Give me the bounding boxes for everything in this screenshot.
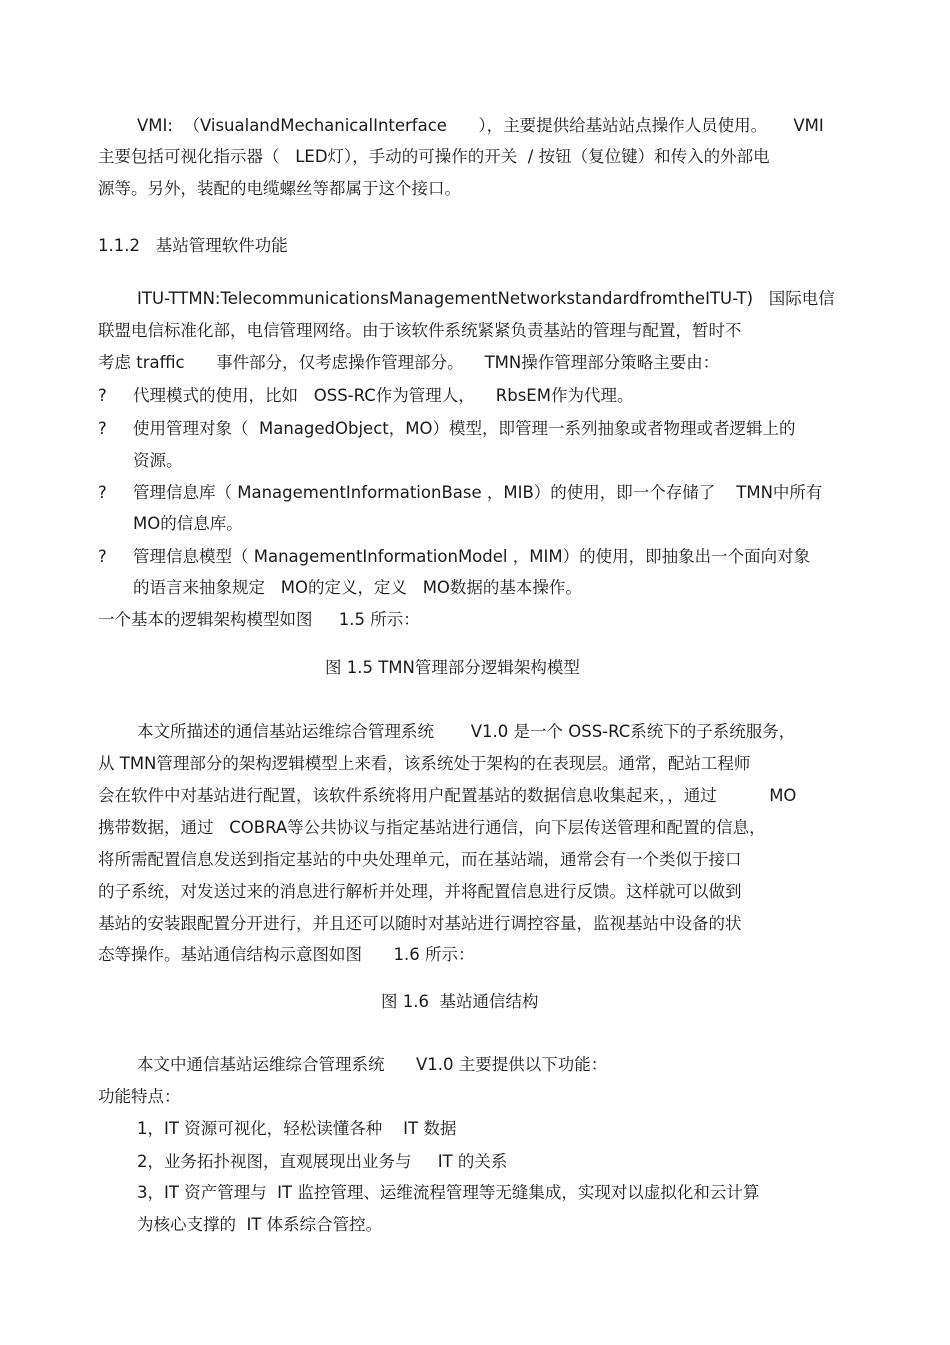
system-line-2: 从 TMN管理部分的架构逻辑模型上来看，该系统处于架构的在表现层。通常，配站工程师 — [98, 754, 751, 773]
bullet-text: 的语言来抽象规定 MO的定义，定义 MO数据的基本操作。 — [133, 578, 582, 597]
figure-caption-1-5: 图 1.5 TMN管理部分逻辑架构模型 — [325, 658, 580, 677]
system-line-3: 会在软件中对基站进行配置，该软件系统将用户配置基站的数据信息收集起来，，通过 MO — [98, 786, 797, 805]
function-intro: 本文中通信基站运维综合管理系统 V1.0 主要提供以下功能： — [137, 1055, 608, 1074]
itu-line-1: ITU-TTMN:TelecommunicationsManagementNetworkstandardfromtheITU-T) 国际电信 — [137, 289, 835, 308]
feature-item: 2，业务拓扑视图，直观展现出业务与 IT 的关系 — [137, 1152, 508, 1171]
system-line-6: 的子系统，对发送过来的消息进行解析并处理，并将配置信息进行反馈。这样就可以做到 — [98, 882, 742, 901]
bullet-marker: ? — [98, 386, 107, 405]
bullet-marker: ? — [98, 419, 107, 438]
itu-line-2: 联盟电信标准化部，电信管理网络。由于该软件系统紧紧负责基站的管理与配置，暂时不 — [98, 321, 742, 340]
bullet-text: 管理信息库（ ManagementInformationBase ，MIB）的使用，即一个存储了 TMN中所有 — [133, 483, 823, 502]
feature-item: 1，IT 资源可视化，轻松读懂各种 IT 数据 — [137, 1119, 457, 1138]
features-label: 功能特点： — [98, 1087, 181, 1106]
bullet-text: 管理信息模型（ ManagementInformationModel ，MIM）的使用，即抽象出一个面向对象 — [133, 547, 811, 566]
bullet-text: 资源。 — [133, 451, 183, 470]
system-line-8: 态等操作。基站通信结构示意图如图 1.6 所示： — [98, 945, 475, 964]
vmi-line-1: VMI: （VisualandMechanicalInterface ），主要提供给基站站点操作人员使用。 VMI — [137, 116, 824, 135]
feature-item: 为核心支撑的 IT 体系综合管控。 — [137, 1215, 383, 1234]
vmi-line-3: 源等。另外，装配的电缆螺丝等都属于这个接口。 — [98, 179, 461, 198]
vmi-line-2: 主要包括可视化指示器（ LED灯），手动的可操作的开关 / 按钮（复位键）和传入的外部电 — [98, 147, 770, 166]
system-line-4: 携带数据，通过 COBRA等公共协议与指定基站进行通信，向下层传送管理和配置的信息， — [98, 818, 766, 837]
bullet-text: 使用管理对象（ ManagedObject，MO）模型，即管理一系列抽象或者物理或者逻辑上的 — [133, 419, 796, 438]
bullet-marker: ? — [98, 547, 107, 566]
feature-item: 3，IT 资产管理与 IT 监控管理、运维流程管理等无缝集成，实现对以虚拟化和云计算 — [137, 1183, 760, 1202]
system-line-1: 本文所描述的通信基站运维综合管理系统 V1.0 是一个 OSS-RC系统下的子系统服务， — [137, 722, 796, 741]
system-line-7: 基站的安装跟配置分开进行，并且还可以随时对基站进行调控容量，监视基站中设备的状 — [98, 914, 742, 933]
bullet-marker: ? — [98, 483, 107, 502]
section-heading: 1.1.2 基站管理软件功能 — [98, 236, 288, 255]
model-intro: 一个基本的逻辑架构模型如图 1.5 所示： — [98, 610, 420, 629]
itu-line-3: 考虑 traffic 事件部分，仅考虑操作管理部分。 TMN操作管理部分策略主要由： — [98, 353, 720, 372]
figure-caption-1-6: 图 1.6 基站通信结构 — [381, 992, 539, 1011]
bullet-text: MO的信息库。 — [133, 514, 243, 533]
system-line-5: 将所需配置信息发送到指定基站的中央处理单元，而在基站端，通常会有一个类似于接口 — [98, 850, 742, 869]
bullet-text: 代理模式的使用，比如 OSS-RC作为管理人， RbsEM作为代理。 — [133, 386, 634, 405]
